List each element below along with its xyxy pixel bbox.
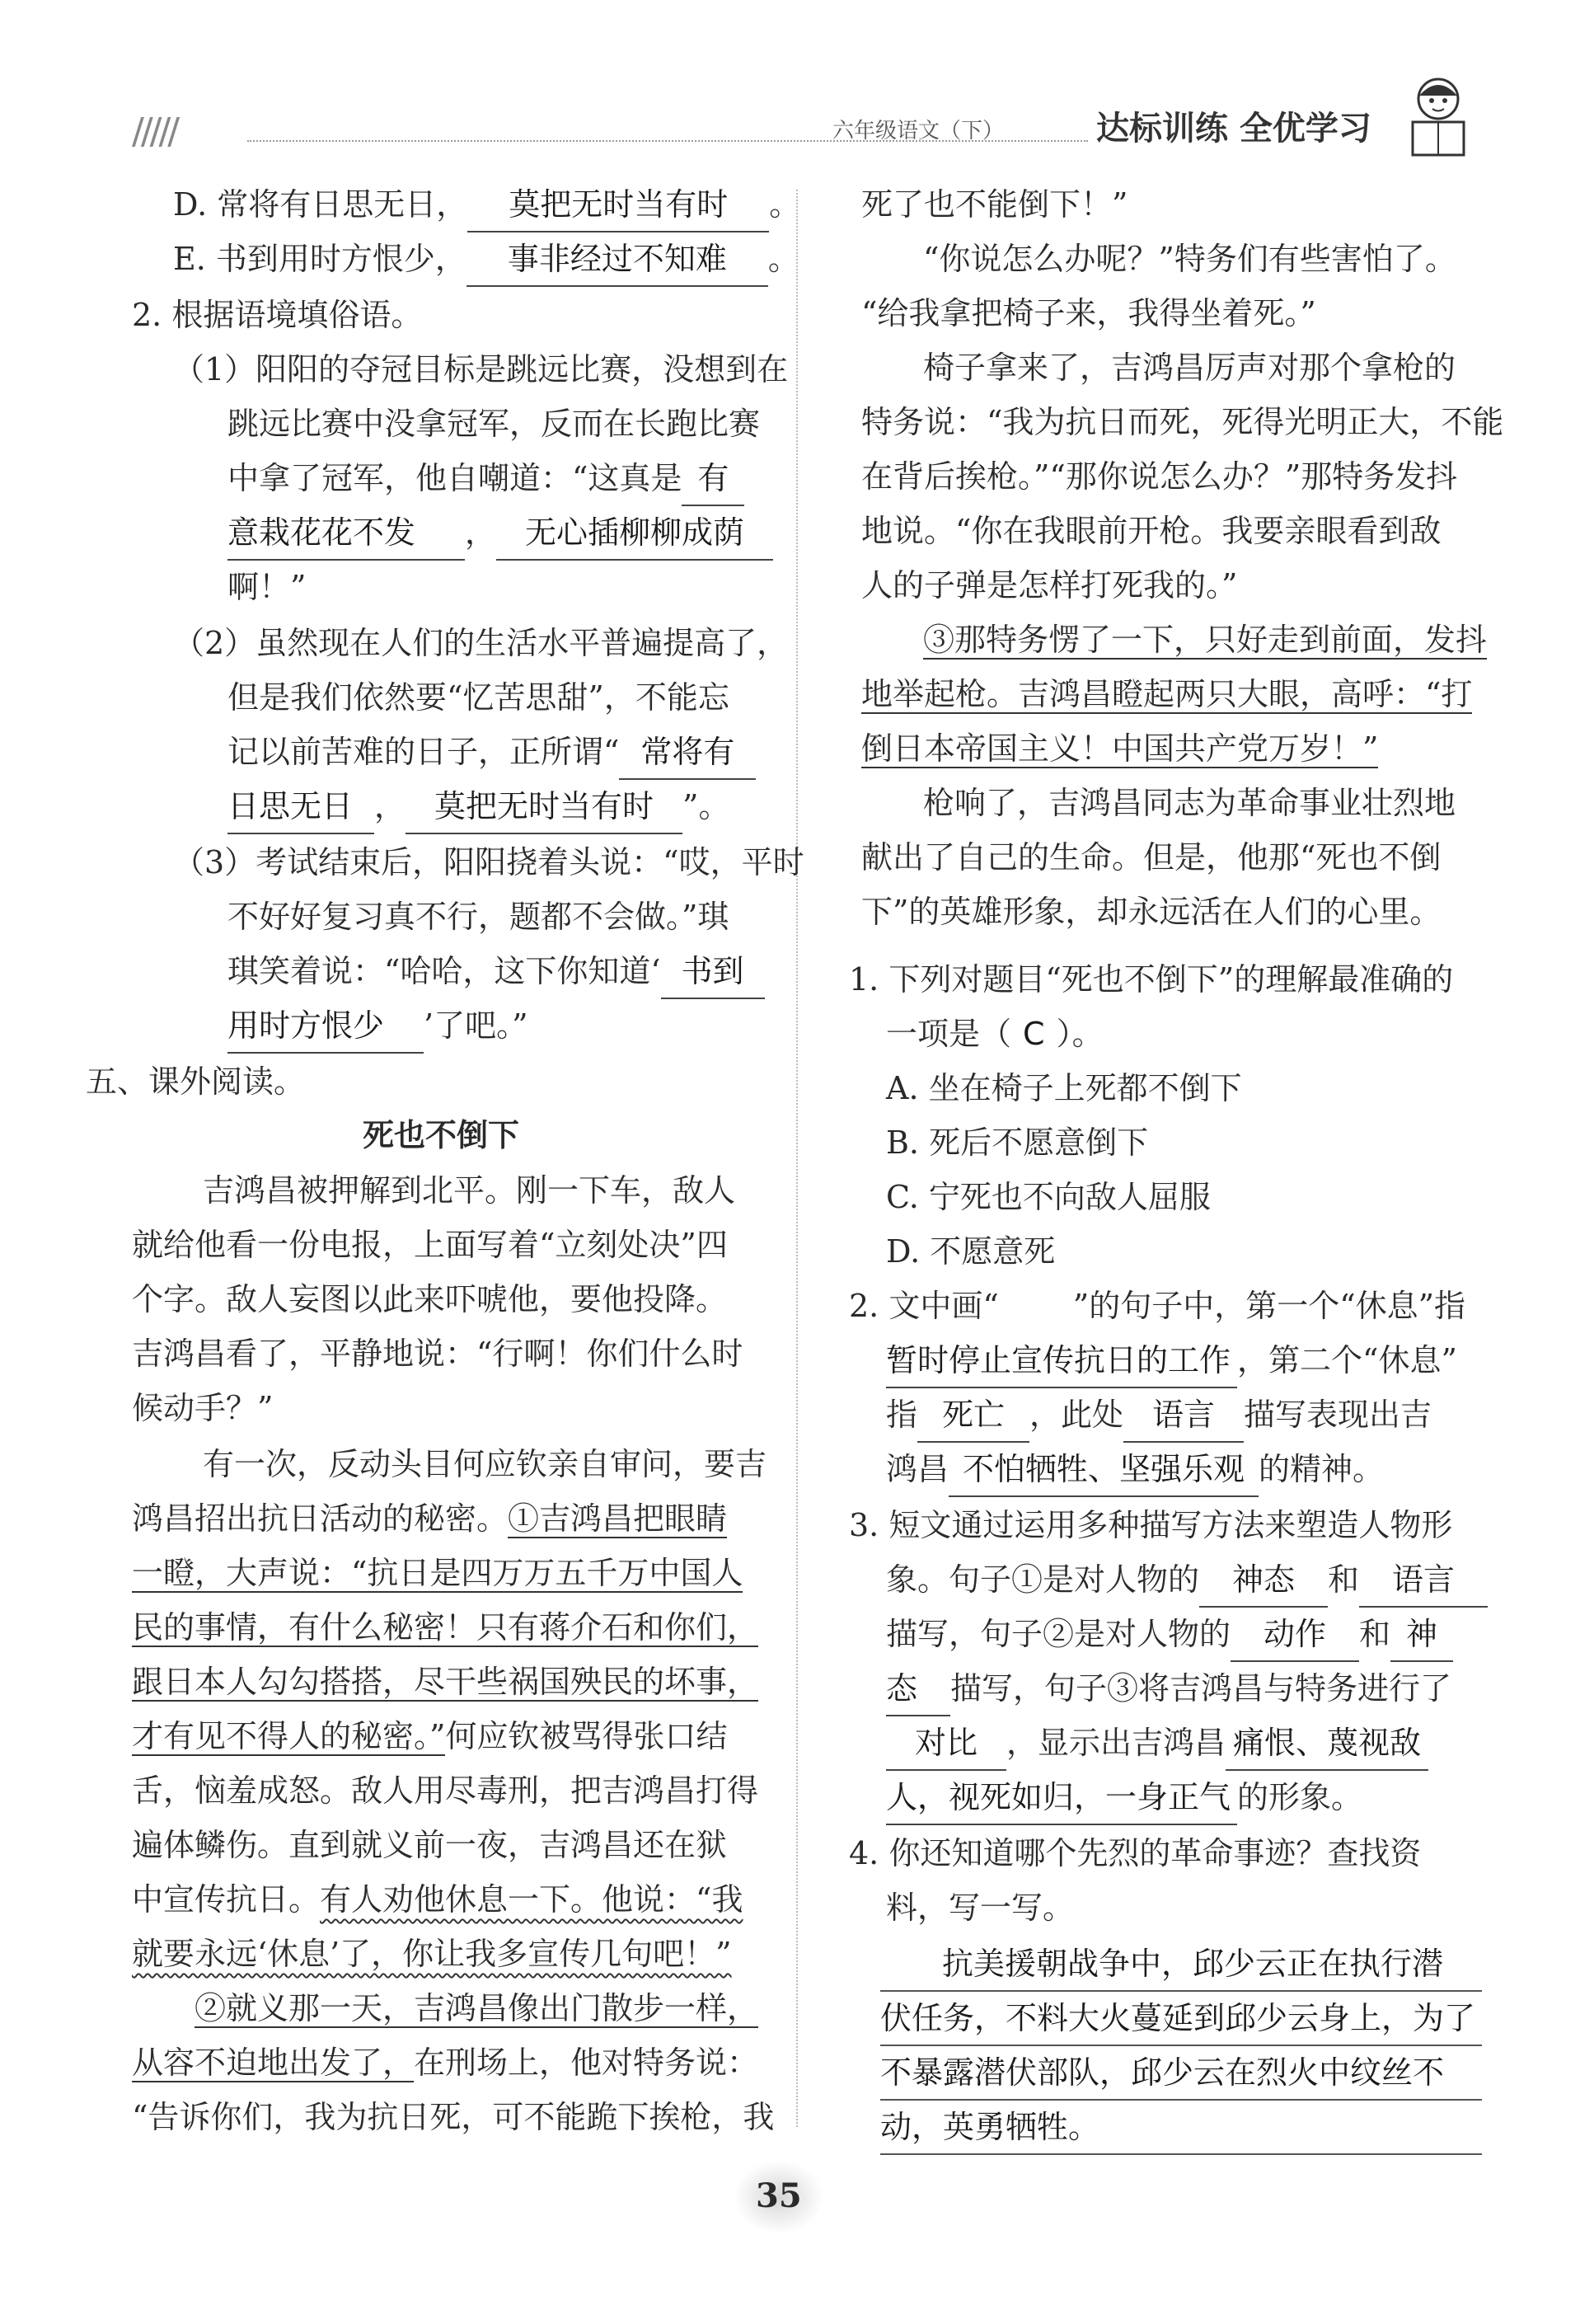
- story-line: 特务说：“我为抗日而死，死得光明正大，不能: [861, 404, 1504, 440]
- story-line: 吉鸿昌看了，平静地说：“行啊！你们什么时: [132, 1336, 743, 1372]
- answer-blank: 不怕牺牲、坚强乐观: [949, 1443, 1259, 1497]
- story-line: 有一次，反动头目何应钦亲自审问，要吉: [203, 1446, 767, 1482]
- q2-2-line: 但是我们依然要“忆苦思甜”，不能忘: [227, 679, 729, 716]
- q2-1-line: 跳远比赛中没拿冠军，反而在长跑比赛: [227, 406, 761, 442]
- section-5-title: 五、课外阅读。: [86, 1063, 306, 1100]
- sentence-3-underline: 地举起枪。吉鸿昌瞪起两只大眼，高呼：“打: [861, 676, 1473, 712]
- option-item: D. 不愿意死: [886, 1233, 1056, 1270]
- story-line: “给我拿把椅子来，我得坐着死。”: [861, 295, 1316, 331]
- story-line: 从容不迫地出发了，在刑场上，他对特务说：: [132, 2045, 759, 2081]
- question-1: 1. 下列对题目“死也不倒下”的理解最准确的: [849, 961, 1454, 998]
- question-3: 描写，句子②是对人物的 动作 和 神: [886, 1608, 1453, 1660]
- answer-blank: 有: [682, 452, 744, 506]
- page-number: 35: [756, 2176, 802, 2215]
- answer-line: 伏任务，不料大火蔓延到邱少云身上，为了: [880, 1992, 1482, 2046]
- mascot-reading-icon: [1401, 74, 1475, 165]
- column-divider: [796, 190, 798, 2127]
- question-3: 3. 短文通过运用多种描写方法来塑造人物形: [849, 1507, 1453, 1543]
- story-line: 就给他看一份电报，上面写着“立刻处决”四: [132, 1227, 728, 1263]
- answer-blank: 书到: [661, 945, 765, 999]
- question-2: 指 死亡 ，此处 语言 描写表现出吉: [886, 1388, 1432, 1441]
- answer-blank: 语言: [1359, 1553, 1488, 1608]
- sentence-3-underline: 倒日本帝国主义！中国共产党万岁！”: [861, 730, 1379, 767]
- q2-1-line: 中拿了冠军，他自嘲道：“这真是 有: [227, 452, 744, 505]
- q2-1-line: 意栽花花不发 ， 无心插柳柳成荫: [227, 506, 773, 559]
- option-item: C. 宁死也不向敌人屈服: [886, 1179, 1211, 1215]
- answer-blank: 无心插柳柳成荫: [496, 506, 773, 561]
- story-line: 下”的英雄形象，却永远活在人们的心里。: [861, 894, 1442, 930]
- answer-blank: 常将有: [619, 725, 756, 780]
- story-line: 地说。“你在我眼前开枪。我要亲眼看到敌: [861, 513, 1442, 549]
- story-line: 吉鸿昌被押解到北平。刚一下车，敌人: [203, 1172, 736, 1209]
- question-3: 对比 ，显示出吉鸿昌 痛恨、蔑视敌: [886, 1716, 1428, 1769]
- answer-blank: 对比: [886, 1716, 1006, 1771]
- q2-1-line: 啊！”: [227, 569, 307, 605]
- story-line: 遍体鳞伤。直到就义前一夜，吉鸿昌还在狱: [132, 1827, 728, 1863]
- sentence-2-underline: ②就义那一天，吉鸿昌像出门散步一样，: [195, 1990, 759, 2026]
- q2-3-line: 用时方恨少 ’了吧。”: [227, 999, 528, 1052]
- question-1: 一项是（ C ）。: [886, 1016, 1104, 1052]
- question-4: 4. 你还知道哪个先烈的革命事迹？查找资: [849, 1835, 1422, 1871]
- story-title: 死也不倒下: [363, 1117, 520, 1153]
- question-3: 态 描写，句子③将吉鸿昌与特务进行了: [886, 1662, 1451, 1715]
- story-line: 死了也不能倒下！”: [861, 186, 1128, 223]
- q2-3-line: 不好好复习真不行，题都不会做。”琪: [227, 899, 729, 935]
- q2-3-line: 琪笑着说：“哈哈，这下你知道‘ 书到: [227, 945, 765, 998]
- answer-blank: 痛恨、蔑视敌: [1226, 1716, 1428, 1771]
- q2-3-line: （3）考试结束后，阳阳挠着头说：“哎，平时: [173, 844, 804, 880]
- header-subject: 六年级语文（下）: [832, 119, 1005, 143]
- answer-line: 抗美援朝战争中，邱少云正在执行潜: [880, 1937, 1482, 1992]
- sentence-3-underline: ③那特务愣了一下，只好走到前面，发抖: [923, 622, 1488, 658]
- wavy-sentence: 就要永远‘休息’了，你让我多宣传几句吧！”: [132, 1936, 732, 1972]
- answer-line: 动，英勇牺牲。: [880, 2101, 1482, 2155]
- answer-blank: 意栽花花不发: [227, 506, 465, 561]
- header-brand: 达标训练 全优学习: [1096, 109, 1371, 148]
- answer-choice: C: [1023, 1016, 1045, 1052]
- story-line: 椅子拿来了，吉鸿昌厉声对那个拿枪的: [923, 350, 1456, 386]
- story-line: 候动手？”: [132, 1390, 274, 1426]
- q2-1-line: （1）阳阳的夺冠目标是跳远比赛，没想到在: [173, 351, 789, 387]
- answer-blank: 语言: [1123, 1388, 1244, 1443]
- sentence-1-underline: ①吉鸿昌把眼睛: [508, 1500, 728, 1537]
- story-line: 人的子弹是怎样打死我的。”: [861, 567, 1238, 603]
- answer-blank: 态: [886, 1662, 950, 1716]
- answer-blank: 日思无日: [227, 780, 374, 834]
- story-line: [132, 1927, 732, 1980]
- answer-line: 不暴露潜伏部队，邱少云在烈火中纹丝不: [880, 2046, 1482, 2101]
- sentence-2-underline: 从容不迫地出发了，: [132, 2045, 415, 2081]
- story-line: [195, 1982, 758, 2035]
- sentence-1-underline: 跟日本人勾勾搭搭，尽干些祸国殃民的坏事，: [132, 1664, 759, 1700]
- story-line: 鸿昌招出抗日活动的秘密。①吉鸿昌把眼睛: [132, 1500, 728, 1537]
- answer-blank: 神态: [1199, 1553, 1328, 1608]
- option-item: B. 死后不愿意倒下: [886, 1124, 1149, 1161]
- story-line: 舌，恼羞成怒。敌人用尽毒刑，把吉鸿昌打得: [132, 1772, 759, 1809]
- wavy-sentence: 有人劝他休息一下。他说：“我: [320, 1881, 743, 1918]
- answer-blank: 莫把无时当有时: [406, 780, 682, 834]
- story-line: 献出了自己的生命。但是，他那“死也不倒: [861, 839, 1442, 876]
- sentence-1-underline: 民的事情，有什么秘密！只有蒋介石和你们，: [132, 1609, 759, 1646]
- sentence-1-underline: 一瞪，大声说：“抗日是四万万五千万中国人: [132, 1555, 743, 1591]
- item-d: D. 常将有日思无日， 莫把无时当有时 。: [173, 178, 800, 231]
- story-line: 在背后挨枪。”“那你说怎么办？”那特务发抖: [861, 458, 1458, 495]
- q2-2-line: 记以前苦难的日子，正所谓“ 常将有: [227, 725, 756, 778]
- answer-e: 事非经过不知难: [466, 232, 768, 287]
- answer-d: 莫把无时当有时: [467, 178, 769, 232]
- question-2: 2. 文中画“ ”的句子中，第一个“休息”指: [849, 1288, 1466, 1324]
- question-4: 料，写一写。: [886, 1890, 1075, 1926]
- answer-blank: 人，视死如归，一身正气: [886, 1771, 1237, 1825]
- story-line: “告诉你们，我为抗日死，可不能跪下挨枪，我: [132, 2099, 775, 2135]
- item-e: E. 书到用时方恨少， 事非经过不知难 。: [173, 232, 799, 285]
- story-line: 个字。敌人妄图以此来吓唬他，要他投降。: [132, 1281, 728, 1317]
- story-line: 枪响了，吉鸿昌同志为革命事业壮烈地: [923, 785, 1456, 821]
- answer-blank: 神: [1390, 1608, 1453, 1662]
- option-item: A. 坐在椅子上死都不倒下: [886, 1070, 1242, 1106]
- question-3: 人，视死如归，一身正气 的形象。: [886, 1771, 1362, 1824]
- answer-blank: 死亡: [917, 1388, 1029, 1443]
- header-decoration: /////: [132, 110, 177, 153]
- answer-blank: 动作: [1231, 1608, 1359, 1662]
- story-line: “你说怎么办呢？”特务们有些害怕了。: [923, 241, 1456, 277]
- story-line: 中宣传抗日。有人劝他休息一下。他说：“我: [132, 1881, 743, 1918]
- question-2: 鸿昌 不怕牺牲、坚强乐观 的精神。: [886, 1443, 1384, 1495]
- question-2: 暂时停止宣传抗日的工作 ，第二个“休息”: [886, 1334, 1457, 1387]
- question-3: 象。句子①是对人物的 神态 和 语言: [886, 1553, 1488, 1606]
- sentence-1-underline: 才有见不得人的秘密。”何应钦被骂得张口结: [132, 1718, 728, 1754]
- q2-2-line: （2）虽然现在人们的生活水平普遍提高了，: [173, 625, 789, 661]
- q2-2-line: 日思无日 ， 莫把无时当有时 ”。: [227, 780, 729, 833]
- answer-blank: 用时方恨少: [227, 999, 424, 1054]
- question-2-title: 2. 根据语境填俗语。: [132, 297, 423, 333]
- answer-blank: 暂时停止宣传抗日的工作: [886, 1334, 1237, 1388]
